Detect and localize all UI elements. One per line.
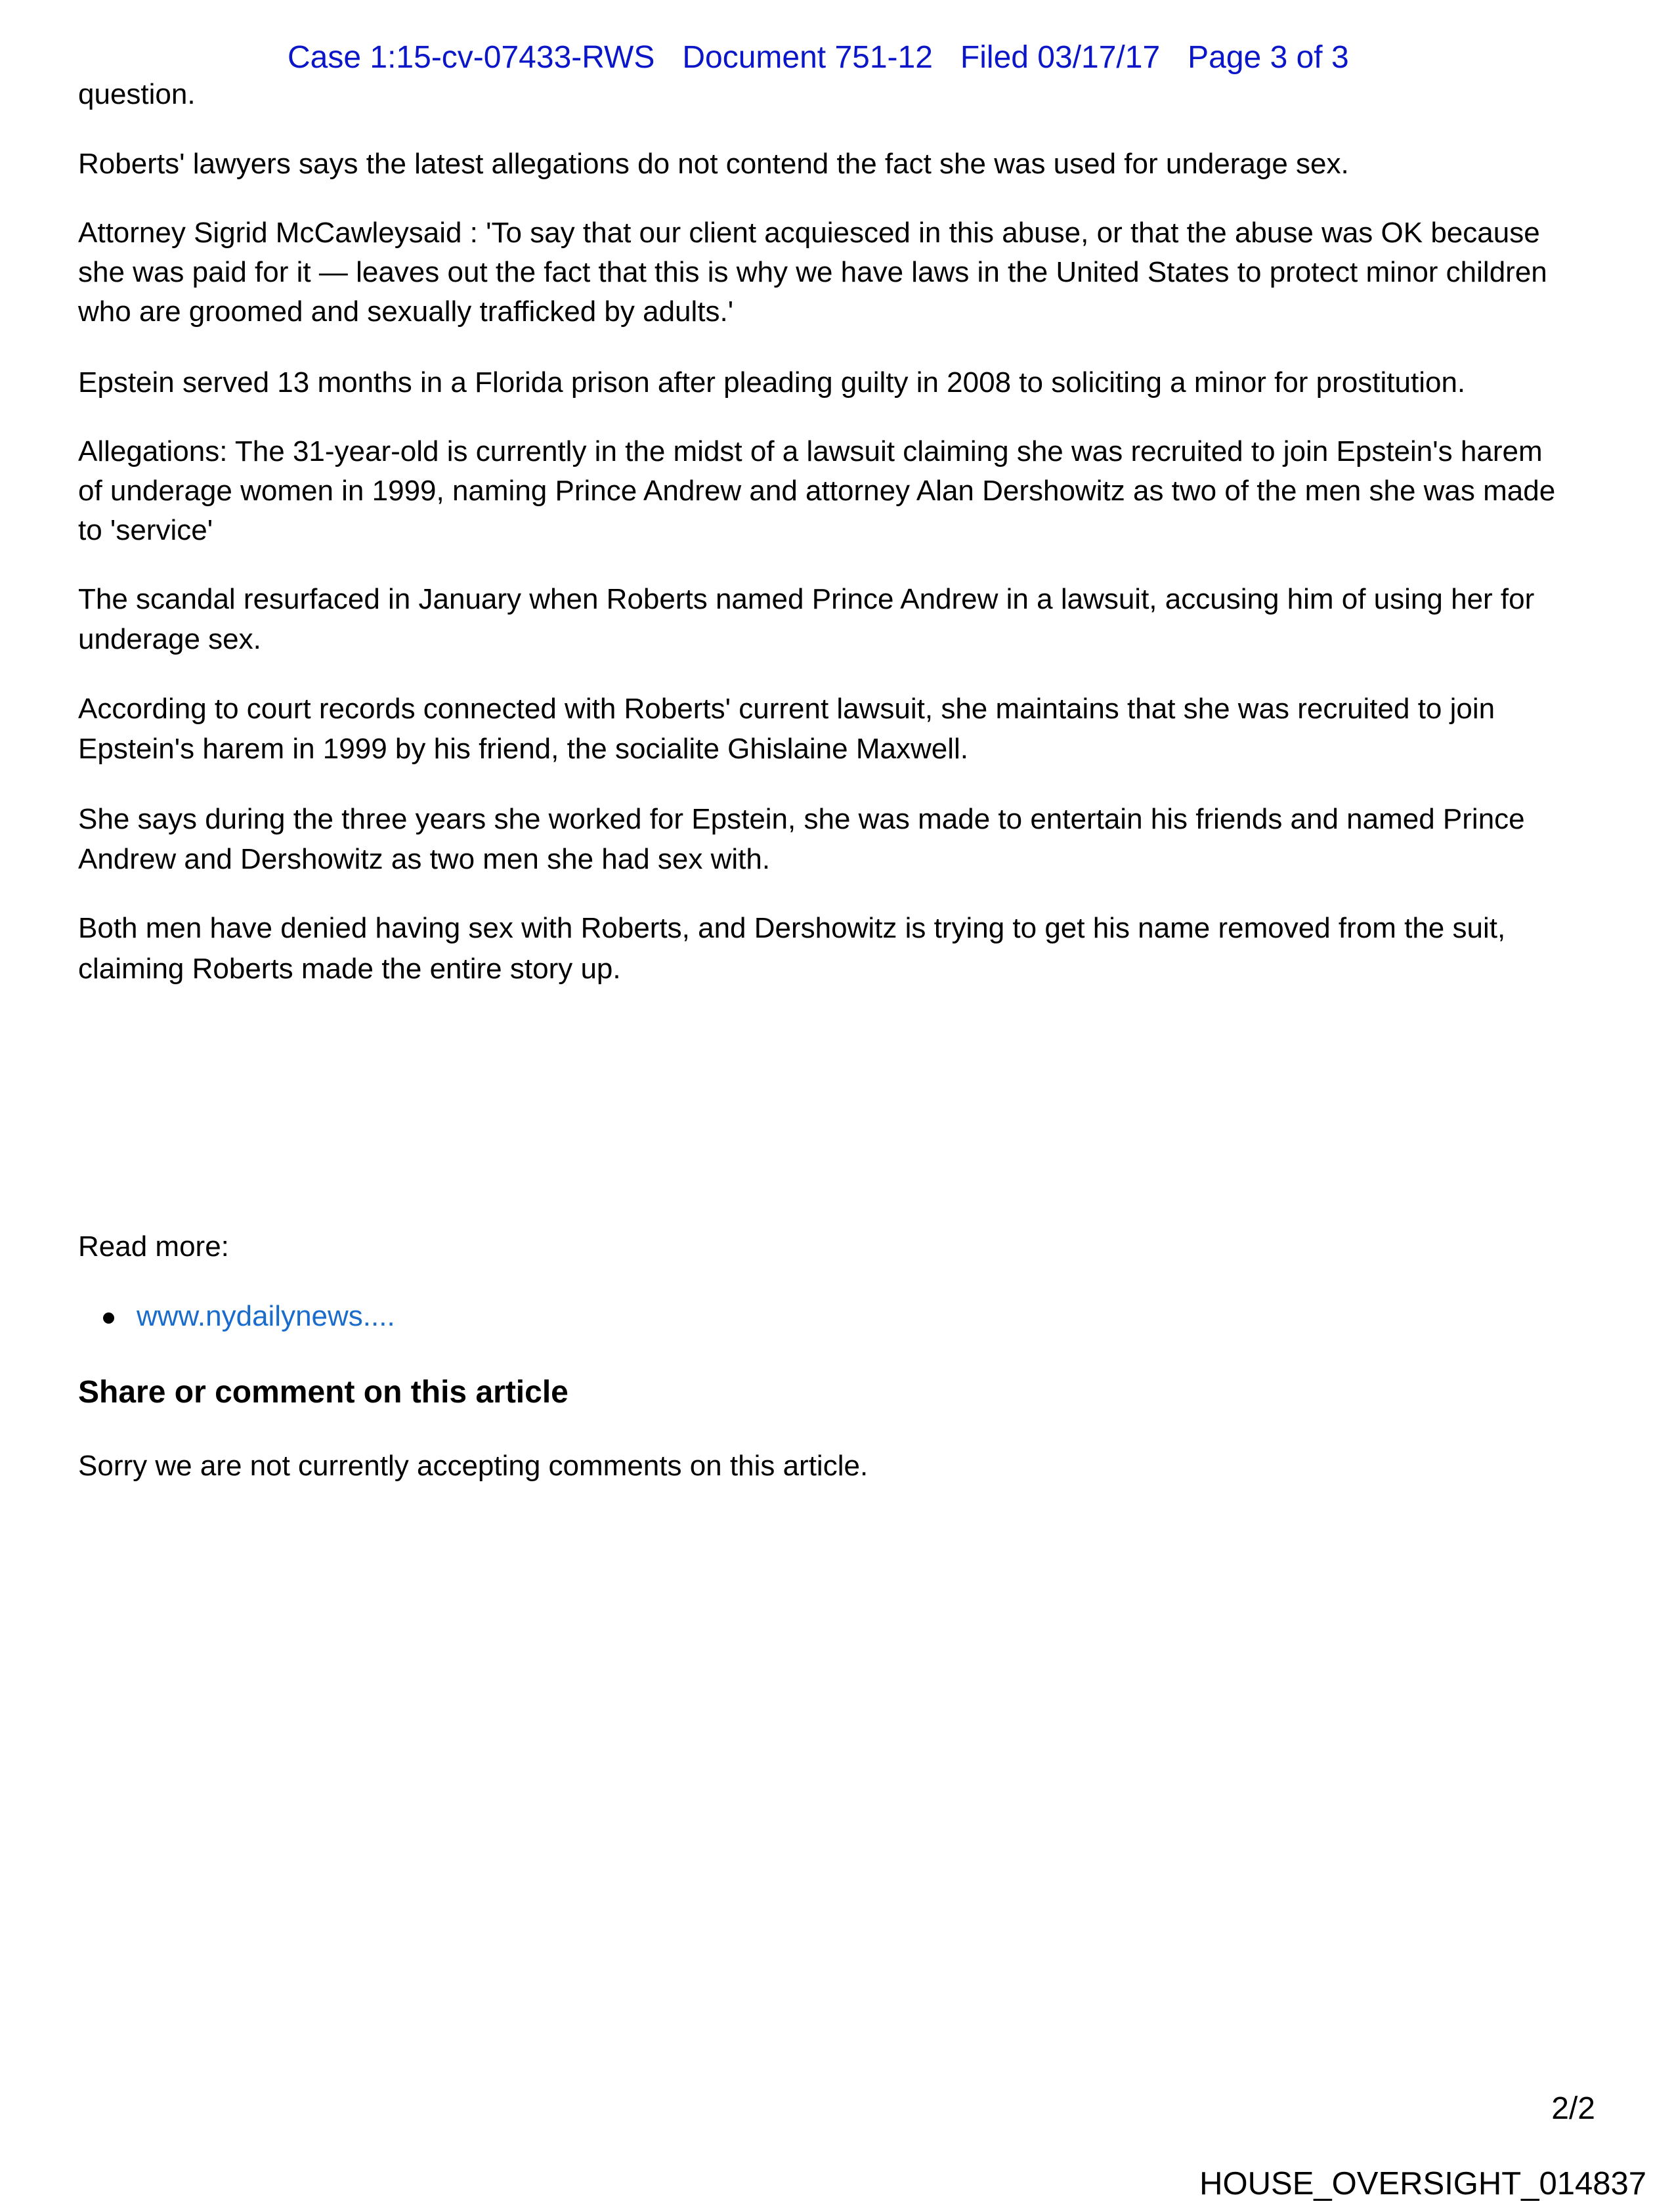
- read-more-label: Read more:: [78, 1230, 229, 1263]
- paragraph-line: of underage women in 1999, naming Prince Andrew and attorney Alan Dershowitz as two of the men she was made: [78, 475, 1556, 507]
- paragraph-line: underage sex.: [78, 623, 261, 655]
- filed-date: Filed 03/17/17: [960, 40, 1161, 75]
- case-header: [288, 36, 1404, 79]
- paragraph-line: she was paid for it — leaves out the fact that this is why we have laws in the United States to protect minor children: [78, 256, 1547, 288]
- paragraph-line: who are groomed and sexually trafficked by adults.': [78, 295, 734, 328]
- bullet-icon: [103, 1312, 114, 1324]
- page-number: 2/2: [1551, 2091, 1595, 2126]
- paragraph-line: Attorney Sigrid McCawleysaid : 'To say that our client acquiesced in this abuse, or that the abuse was OK because: [78, 217, 1540, 249]
- paragraph-line: Andrew and Dershowitz as two men she had sex with.: [78, 843, 771, 875]
- case-number: Case 1:15-cv-07433-RWS: [288, 40, 655, 75]
- bates-number: HOUSE_OVERSIGHT_014837: [1199, 2166, 1646, 2201]
- paragraph-line: question.: [78, 78, 196, 110]
- paragraph-line: She says during the three years she worked for Epstein, she was made to entertain his friends and named Prince: [78, 803, 1525, 835]
- paragraph-line: Both men have denied having sex with Roberts, and Dershowitz is trying to get his name removed from the suit,: [78, 912, 1506, 944]
- document-number: Document 751-12: [682, 40, 933, 75]
- paragraph-line: According to court records connected with Roberts' current lawsuit, she maintains that she was recruited to join: [78, 693, 1495, 725]
- paragraph-line: Allegations: The 31-year-old is currently in the midst of a lawsuit claiming she was recruited to join Epstein's harem: [78, 435, 1543, 467]
- comments-disabled-message: Sorry we are not currently accepting comments on this article.: [78, 1450, 869, 1482]
- page-indicator: Page 3 of 3: [1188, 40, 1349, 75]
- paragraph-line: claiming Roberts made the entire story up.: [78, 953, 621, 985]
- nydailynews-link[interactable]: www.nydailynews....: [137, 1300, 395, 1332]
- paragraph-line: Roberts' lawyers says the latest allegations do not contend the fact she was used for underage sex.: [78, 148, 1349, 180]
- paragraph-line: The scandal resurfaced in January when Roberts named Prince Andrew in a lawsuit, accusing him of using her for: [78, 583, 1535, 615]
- comments-heading: Share or comment on this article: [78, 1375, 569, 1410]
- paragraph-line: Epstein's harem in 1999 by his friend, the socialite Ghislaine Maxwell.: [78, 733, 968, 765]
- paragraph-line: to 'service': [78, 514, 213, 546]
- paragraph-line: Epstein served 13 months in a Florida prison after pleading guilty in 2008 to soliciting a minor for prostitution.: [78, 366, 1466, 399]
